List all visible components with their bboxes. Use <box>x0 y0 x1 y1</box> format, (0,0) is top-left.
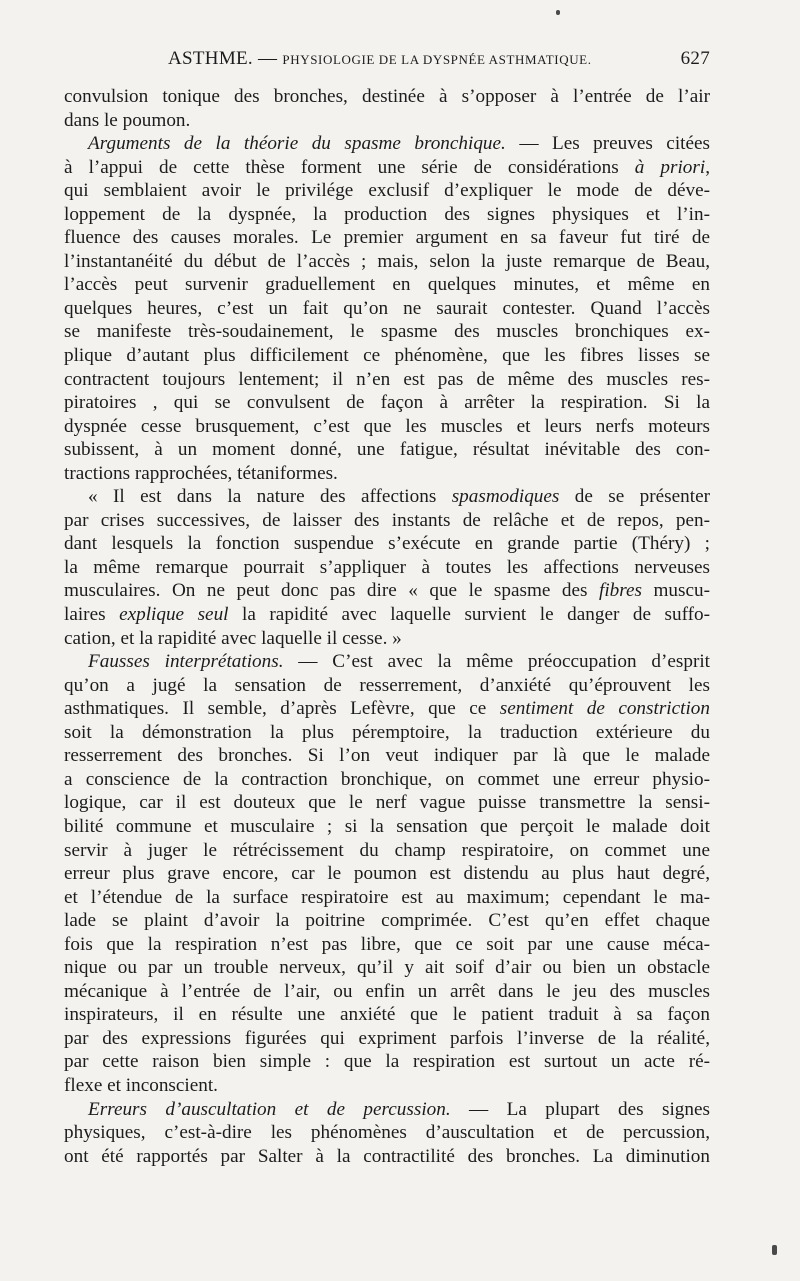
text-line: servir à juger le rétrécissement du champ respiratoire, on commet une <box>64 839 710 861</box>
text-line: piratoires , qui se convulsent de façon à arrêter la respiration. Si la <box>64 392 710 414</box>
text-line <box>64 579 710 603</box>
text-line: subissent, à un moment donné, une fatigue, résultat inévitable des con- <box>64 439 710 461</box>
text-line <box>64 1098 710 1122</box>
text-line: l’instantanéité du début de l’accès ; mais, selon la juste remarque de Beau, <box>64 250 710 272</box>
text-line: dans le poumon. <box>64 109 191 131</box>
page-number: 627 <box>680 48 710 69</box>
text-line: ont été rapportés par Salter à la contractilité des bronches. La diminution <box>64 1145 710 1167</box>
text-segment: musculaires. On ne peut donc pas dire « que le spasme des <box>64 580 599 602</box>
text-line: soit la démonstration la plus péremptoire, la traduction extérieure du <box>64 721 710 743</box>
text-line: lade se plaint d’avoir la poitrine comprimée. C’est qu’en effet chaque <box>64 910 710 932</box>
text-line: convulsion tonique des bronches, destinée à s’opposer à l’entrée de l’air <box>64 86 710 107</box>
text-segment: la rapidité avec laquelle survient le danger de suffo- <box>228 604 710 626</box>
text-line: loppement de la dyspnée, la production des signes physiques et l’in- <box>64 203 710 225</box>
text-line: erreur plus grave encore, car le poumon est distendu au plus haut degré, <box>64 863 710 885</box>
text-line: et l’étendue de la surface respiratoire est au maximum; cependant le ma- <box>64 886 710 908</box>
italic-text: Arguments de la théorie du spasme bronchique. <box>88 133 506 155</box>
text-segment: — Les preuves citées <box>505 133 710 155</box>
text-line: bilité commune et musculaire ; si la sensation que perçoit le malade doit <box>64 815 710 837</box>
header-dash: — <box>258 48 278 69</box>
text-segment: — La plupart des signes <box>450 1098 710 1120</box>
header-subtitle: PHYSIOLOGIE DE LA DYSPNÉE ASTHMATIQUE. <box>282 52 592 67</box>
text-line: plique d’autant plus difficilement ce phénomène, que les fibres lisses se <box>64 345 710 367</box>
text-line: qu’on a jugé la sensation de resserrement, d’anxiété qu’éprouvent les <box>64 674 710 696</box>
text-line: quelques heures, c’est un fait qu’on ne saurait contester. Quand l’accès <box>64 297 710 319</box>
text-line: fois que la respiration n’est pas libre, que ce soit par une cause méca- <box>64 933 710 955</box>
running-header <box>168 48 710 74</box>
text-line: physiques, c’est-à-dire les phénomènes d’auscultation et de percussion, <box>64 1122 710 1144</box>
text-line <box>64 485 710 509</box>
text-segment: « Il est dans la nature des affections <box>88 486 452 508</box>
body-text <box>64 85 710 1168</box>
text-line: cation, et la rapidité avec laquelle il cesse. » <box>64 627 402 649</box>
text-segment: laires <box>64 604 120 626</box>
text-segment: muscu- <box>642 580 710 602</box>
text-line: nique ou par un trouble nerveux, qu’il y ait soif d’air ou bien un obstacle <box>64 957 710 979</box>
text-line: flexe et inconscient. <box>64 1074 218 1096</box>
text-line <box>64 603 710 627</box>
text-line <box>64 132 710 156</box>
italic-text: à priori <box>634 156 706 178</box>
text-line: par cette raison bien simple : que la respiration est surtout un acte ré- <box>64 1051 710 1073</box>
text-line: mécanique à l’entrée de l’air, ou enfin un arrêt dans le jeu des muscles <box>64 980 710 1002</box>
text-line: logique, car il est douteux que le nerf vague puisse transmettre la sensi- <box>64 792 710 814</box>
italic-text: fibres <box>599 580 642 602</box>
text-line <box>64 697 710 721</box>
text-line: resserrement des bronches. Si l’on veut indiquer par là que le malade <box>64 745 710 767</box>
text-line: par des expressions figurées qui expriment parfois l’inverse de la réalité, <box>64 1027 710 1049</box>
header-title-group <box>168 48 592 70</box>
text-line: par crises successives, de laisser des instants de relâche et de repos, pen- <box>64 509 710 531</box>
text-segment: de se présenter <box>559 486 710 508</box>
italic-text: Fausses interprétations. <box>88 651 284 673</box>
text-line: a conscience de la contraction bronchique, on commet une erreur physio- <box>64 768 710 790</box>
text-line: dyspnée cesse brusquement, c’est que les muscles et leurs nerfs moteurs <box>64 415 710 437</box>
text-line: fluence des causes morales. Le premier argument en sa faveur fut tiré de <box>64 227 710 249</box>
ink-speck <box>772 1245 777 1255</box>
text-line: se manifeste très-soudainement, le spasme des muscles bronchiques ex- <box>64 321 710 343</box>
text-line: l’accès peut survenir graduellement en quelques minutes, et même en <box>64 274 710 296</box>
italic-text: Erreurs d’auscultation et de percussion. <box>88 1098 451 1120</box>
text-segment: — C’est avec la même préoccupation d’esprit <box>283 651 710 673</box>
text-segment: asthmatiques. Il semble, d’après Lefèvre, que ce <box>64 698 500 720</box>
text-segment: à l’appui de cette thèse forment une série de considérations <box>64 156 635 178</box>
text-line: contractent toujours lentement; il n’en est pas de même des muscles res- <box>64 368 710 390</box>
text-line <box>64 650 710 674</box>
text-line <box>64 156 710 180</box>
italic-text: explique seul <box>119 604 229 626</box>
text-segment: , <box>705 156 710 178</box>
ink-speck <box>556 10 560 15</box>
italic-text: sentiment de constriction <box>499 698 710 720</box>
header-title: ASTHME. <box>168 48 253 69</box>
text-line: dant lesquels la fonction suspendue s’exécute en grande partie (Théry) ; <box>64 533 710 555</box>
text-line: qui semblaient avoir le privilége exclusif d’expliquer le mode de déve- <box>64 180 710 202</box>
text-line: la même remarque pourrait s’appliquer à toutes les affections nerveuses <box>64 556 710 578</box>
text-line: tractions rapprochées, tétaniformes. <box>64 462 338 484</box>
italic-text: spasmodiques <box>451 486 560 508</box>
text-line: inspirateurs, il en résulte une anxiété que le patient traduit à sa façon <box>64 1004 710 1026</box>
